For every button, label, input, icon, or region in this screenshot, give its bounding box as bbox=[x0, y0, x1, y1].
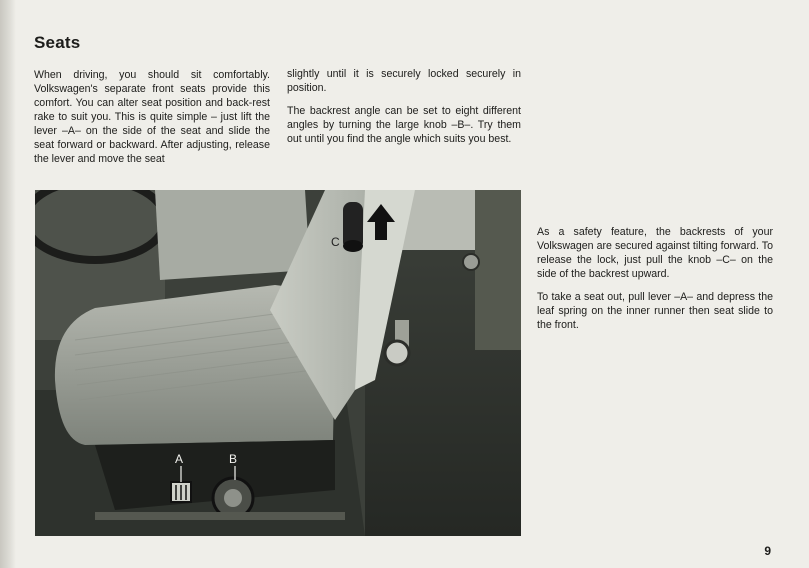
text-column-left bbox=[34, 68, 270, 175]
seat-photo bbox=[35, 190, 521, 536]
text-column-right bbox=[537, 225, 773, 341]
text-column-middle bbox=[287, 67, 521, 155]
label-a: A bbox=[175, 452, 184, 466]
label-b: B bbox=[229, 452, 238, 466]
paragraph-seat-removal: To take a seat out, pull lever –A– and depress the leaf spring on the inner runner then seat slide to the front. bbox=[537, 291, 773, 331]
page-title: Seats bbox=[34, 33, 81, 52]
paragraph-seat-adjustment: When driving, you should sit comfortably. Volkswagen's separate front seats provide this comfort. You can alter seat position and back-rest rake to suit you. This is quite simple – just lift the lever –A– on the side of the seat and slide the seat forward or backward. After adjusting, release the lever and move the seat bbox=[34, 69, 270, 165]
paragraph-backrest-safety: As a safety feature, the backrests of your Volkswagen are secured against tilting forward. To release the lock, just pull the knob –C– on the side of the backrest upward. bbox=[537, 226, 773, 280]
label-c: C bbox=[331, 235, 340, 249]
seat-photo-illustration bbox=[35, 190, 521, 536]
paragraph-backrest-angle: The backrest angle can be set to eight different angles by turning the large knob –B–. Try them out until you find the angle which suits you best. bbox=[287, 105, 521, 145]
page-number: 9 bbox=[764, 544, 771, 558]
page-spine-shadow bbox=[0, 0, 16, 568]
paragraph-seat-lock: slightly until it is securely locked securely in position. bbox=[287, 68, 521, 94]
